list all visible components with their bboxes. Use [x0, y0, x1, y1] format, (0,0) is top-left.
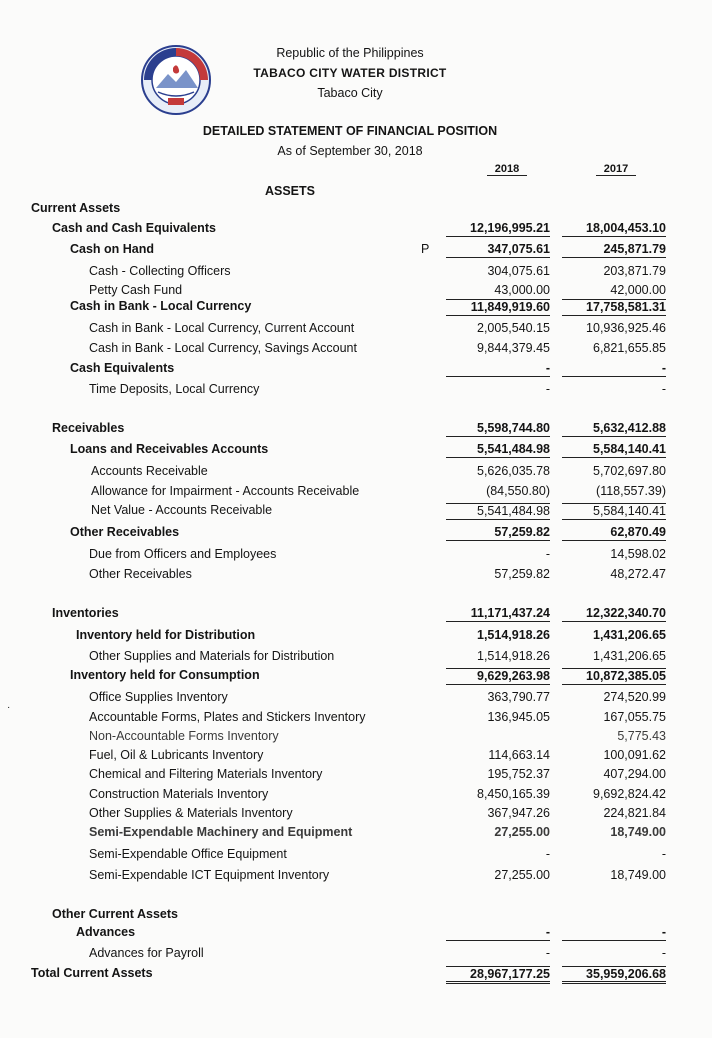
agency-name: TABACO CITY WATER DISTRICT	[253, 66, 447, 80]
value-2018: 27,255.00	[494, 825, 550, 839]
row-label: Cash in Bank - Local Currency	[70, 299, 252, 313]
value-2018: 9,844,379.45	[477, 341, 550, 355]
value-2018: 9,629,263.98	[446, 668, 550, 685]
table-row	[0, 484, 712, 503]
value-2017: 5,584,140.41	[562, 503, 666, 520]
value-2017: 5,584,140.41	[562, 442, 666, 458]
statement-date: As of September 30, 2018	[277, 144, 423, 158]
value-2017: 9,692,824.42	[593, 787, 666, 801]
table-row	[0, 341, 712, 360]
value-2018: 5,626,035.78	[477, 464, 550, 478]
value-2017: 1,431,206.65	[593, 628, 666, 642]
value-2017: -	[661, 946, 666, 960]
value-2018: 347,075.61	[446, 242, 550, 258]
row-label: Cash and Cash Equivalents	[52, 221, 216, 235]
row-label: Loans and Receivables Accounts	[70, 442, 269, 456]
row-label: Non-Accountable Forms Inventory	[89, 729, 279, 743]
value-2018: -	[545, 847, 550, 861]
row-label: Total Current Assets	[31, 966, 153, 980]
value-2017: 274,520.99	[603, 690, 666, 704]
value-2017: 10,936,925.46	[586, 321, 666, 335]
statement-title: DETAILED STATEMENT OF FINANCIAL POSITION	[202, 124, 498, 138]
value-2018: 367,947.26	[487, 806, 550, 820]
table-row	[0, 201, 712, 220]
value-2017: -	[661, 847, 666, 861]
value-2017: 1,431,206.65	[593, 649, 666, 663]
value-2017: 18,749.00	[610, 825, 666, 839]
value-2017: 48,272.47	[610, 567, 666, 581]
value-2018: 8,450,165.39	[477, 787, 550, 801]
value-2018: 5,541,484.98	[446, 442, 550, 458]
table-row	[0, 503, 712, 522]
value-2017: 407,294.00	[603, 767, 666, 781]
row-label: Other Supplies & Materials Inventory	[89, 806, 293, 820]
value-2017: 5,632,412.88	[562, 421, 666, 437]
value-2018: 5,541,484.98	[446, 503, 550, 520]
row-label: Cash Equivalents	[70, 361, 175, 375]
table-row	[0, 382, 712, 401]
table-row	[0, 221, 712, 240]
value-2018: 136,945.05	[487, 710, 550, 724]
value-2017: 17,758,581.31	[562, 299, 666, 316]
table-row	[0, 242, 712, 261]
value-2017: 167,055.75	[603, 710, 666, 724]
table-row	[0, 787, 712, 806]
row-label: Inventory held for Distribution	[76, 628, 256, 642]
table-row	[0, 925, 712, 944]
row-label: Accountable Forms, Plates and Stickers Inventory	[89, 710, 366, 724]
table-row	[0, 567, 712, 586]
table-row	[0, 907, 712, 926]
table-row	[0, 748, 712, 767]
row-label: Cash in Bank - Local Currency, Current Account	[89, 321, 355, 335]
value-2017: 6,821,655.85	[593, 341, 666, 355]
value-2017: 12,322,340.70	[562, 606, 666, 622]
value-2018: 1,514,918.26	[477, 649, 550, 663]
value-2018: 57,259.82	[446, 525, 550, 541]
row-label: Other Current Assets	[52, 907, 178, 921]
value-2017: -	[562, 925, 666, 941]
value-2018: -	[446, 361, 550, 377]
value-2017: -	[562, 361, 666, 377]
value-2017: 14,598.02	[610, 547, 666, 561]
row-label: Advances for Payroll	[89, 946, 204, 960]
value-2017: 100,091.62	[603, 748, 666, 762]
row-label: Accounts Receivable	[91, 464, 208, 478]
table-row	[0, 628, 712, 647]
table-row	[0, 847, 712, 866]
value-2018: 11,171,437.24	[446, 606, 550, 622]
table-row	[0, 547, 712, 566]
table-row	[0, 299, 712, 318]
value-2018: 304,075.61	[487, 264, 550, 278]
value-2018: 2,005,540.15	[477, 321, 550, 335]
table-row	[0, 946, 712, 965]
value-2018: 28,967,177.25	[446, 966, 550, 984]
value-2017: 62,870.49	[562, 525, 666, 541]
row-label: Receivables	[52, 421, 125, 435]
row-label: Advances	[76, 925, 136, 939]
value-2017: 10,872,385.05	[562, 668, 666, 685]
row-label: Office Supplies Inventory	[89, 690, 228, 704]
value-2018: 43,000.00	[494, 283, 550, 297]
value-2018: -	[545, 946, 550, 960]
table-row	[0, 264, 712, 283]
row-label: Construction Materials Inventory	[89, 787, 269, 801]
row-label: Semi-Expendable ICT Equipment Inventory	[89, 868, 330, 882]
value-2018: -	[545, 382, 550, 396]
value-2017: 18,004,453.10	[562, 221, 666, 237]
row-label: Semi-Expendable Office Equipment	[89, 847, 287, 861]
value-2018: 11,849,919.60	[446, 299, 550, 316]
row-label: Allowance for Impairment - Accounts Receivable	[91, 484, 360, 498]
row-label: Semi-Expendable Machinery and Equipment	[89, 825, 353, 839]
row-label: Petty Cash Fund	[89, 283, 183, 297]
value-2018: (84,550.80)	[486, 484, 550, 498]
table-row	[0, 649, 712, 668]
year-2017-header: 2017	[596, 163, 636, 176]
table-row	[0, 690, 712, 713]
value-2018: -	[446, 925, 550, 941]
country-name: Republic of the Philippines	[276, 46, 424, 60]
table-row	[0, 710, 712, 729]
row-label: Fuel, Oil & Lubricants Inventory	[89, 748, 264, 762]
stray-mark: ·	[7, 702, 11, 713]
table-row	[0, 321, 712, 340]
year-2018-header: 2018	[487, 163, 527, 176]
table-row	[0, 668, 712, 687]
table-row	[0, 868, 712, 887]
table-row	[0, 767, 712, 786]
row-label: Inventories	[52, 606, 119, 620]
value-2018: 12,196,995.21	[446, 221, 550, 237]
value-2018: 27,255.00	[494, 868, 550, 882]
row-label: Time Deposits, Local Currency	[89, 382, 260, 396]
value-2017: 18,749.00	[610, 868, 666, 882]
value-2018: 363,790.77	[487, 690, 550, 704]
value-2017: 5,775.43	[617, 729, 666, 743]
value-2018: -	[545, 547, 550, 561]
table-row	[0, 966, 712, 985]
row-label: Other Receivables	[89, 567, 192, 581]
table-row	[0, 806, 712, 825]
table-row	[0, 729, 712, 748]
value-2017: 245,871.79	[562, 242, 666, 258]
row-label: Net Value - Accounts Receivable	[91, 503, 273, 517]
row-label: Chemical and Filtering Materials Inventory	[89, 767, 323, 781]
value-2017: 224,821.84	[603, 806, 666, 820]
water-district-seal-icon	[140, 44, 212, 116]
row-label: Current Assets	[31, 201, 121, 215]
value-2017: (118,557.39)	[596, 484, 666, 498]
table-row	[0, 361, 712, 380]
table-row	[0, 825, 712, 844]
table-row	[0, 464, 712, 483]
value-2018: 57,259.82	[494, 567, 550, 581]
row-label: Other Supplies and Materials for Distribution	[89, 649, 335, 663]
row-label: Due from Officers and Employees	[89, 547, 277, 561]
row-label: Cash - Collecting Officers	[89, 264, 231, 278]
value-2018: 195,752.37	[487, 767, 550, 781]
row-label: Inventory held for Consumption	[70, 668, 260, 682]
value-2017: 35,959,206.68	[562, 966, 666, 984]
value-2017: -	[661, 382, 666, 396]
table-row	[0, 525, 712, 544]
table-row	[0, 442, 712, 461]
row-label: Cash on Hand	[70, 242, 155, 256]
value-2018: 1,514,918.26	[477, 628, 550, 642]
table-row	[0, 606, 712, 625]
value-2017: 203,871.79	[603, 264, 666, 278]
city-name: Tabaco City	[317, 86, 383, 100]
row-label: Other Receivables	[70, 525, 180, 539]
value-2017: 42,000.00	[610, 283, 666, 297]
table-row	[0, 421, 712, 440]
value-2017: 5,702,697.80	[593, 464, 666, 478]
peso-sign: P	[421, 242, 430, 256]
value-2018: 5,598,744.80	[446, 421, 550, 437]
assets-heading: ASSETS	[264, 184, 315, 198]
row-label: Cash in Bank - Local Currency, Savings Account	[89, 341, 357, 355]
value-2018: 114,663.14	[488, 748, 550, 762]
